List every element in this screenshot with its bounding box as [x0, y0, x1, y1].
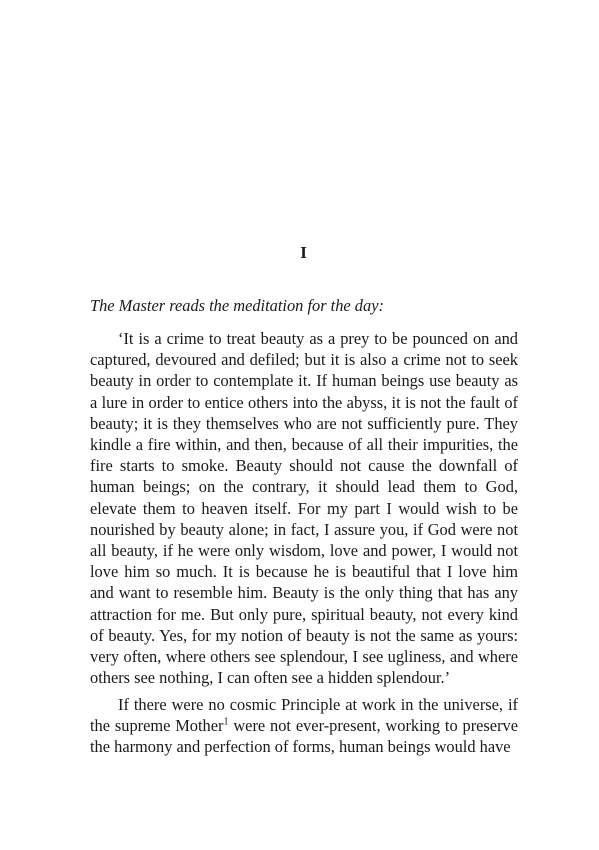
intro-line: The Master reads the meditation for the day:: [90, 296, 384, 315]
meditation-paragraph: ‘It is a crime to treat beauty as a prey to be pounced on and captured, devoured and defiled; but it is also a crime not to seek beauty in order to contemplate it. If human beings use beauty as a lure in order to entice others into the abyss, it is not the fault of beauty; it is they themselves who are not sufficiently pure. They kindle a fire within, and then, because of all their impurities, the fire starts to smoke. Beauty should not cause the downfall of human beings; on the contrary, it should lead them to God, elevate them to heaven itself. For my part I would wish to be nourished by beauty alone; in fact, I assure you, if God were not all beauty, if he were only wisdom, love and power, I would not love him so much. It is because he is beautiful that I love him and want to resemble him. Beauty is the only thing that has any attraction for me. But only pure, spiritual beauty, not every kind of beauty. Yes, for my notion of beauty is not the same as yours: very often, where others see splendour, I see ugliness, and where others see nothing, I can often see a hidden splendour.’: [90, 329, 518, 688]
chapter-number: I: [300, 243, 307, 262]
body-paragraph-text-start: If there were no cosmic Principle at work in the universe, if the supreme Mother: [90, 695, 518, 736]
footnote-reference[interactable]: 1: [223, 716, 229, 728]
body-paragraph: [90, 694, 518, 758]
body-paragraph-text-end: were not ever-present, working to preserve the harmony and perfection of forms, human beings would have: [90, 716, 519, 757]
